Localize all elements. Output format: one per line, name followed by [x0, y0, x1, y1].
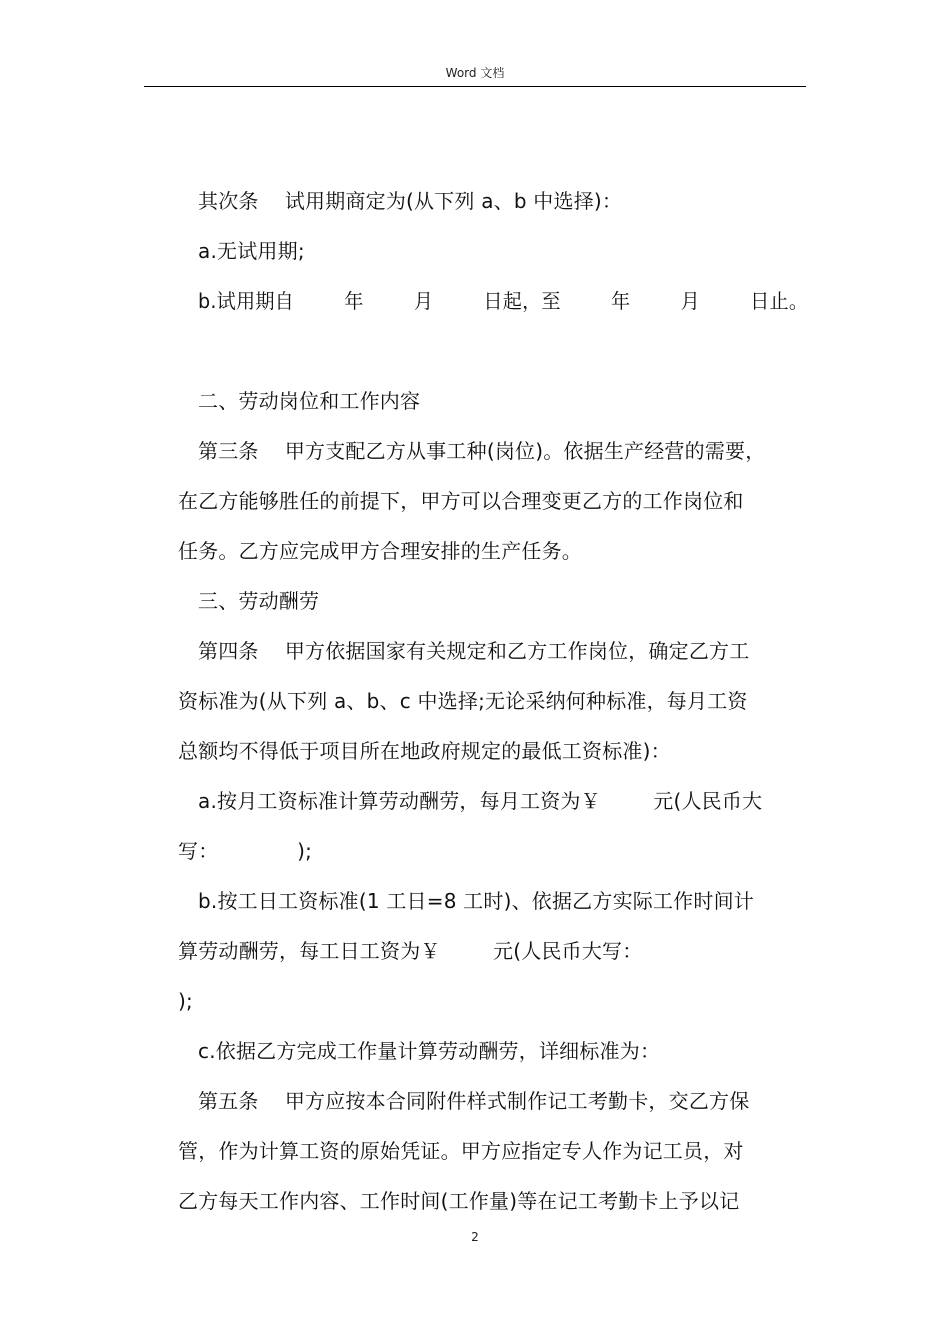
text-line: 总额均不得低于项目所在地政府规定的最低工资标准)： — [178, 739, 671, 763]
text-line: 在乙方能够胜任的前提下，甲方可以合理变更乙方的工作岗位和 — [178, 489, 744, 513]
text-line: c.依据乙方完成工作量计算劳动酬劳，详细标准为： — [198, 1039, 661, 1063]
section-heading: 二、劳动岗位和工作内容 — [198, 389, 421, 413]
text-line: 写： ); — [178, 839, 313, 863]
text-line: 算劳动酬劳，每工日工资为￥ 元(人民币大写： — [178, 939, 643, 963]
text-line: 第三条 甲方支配乙方从事工种(岗位)。依据生产经营的需要， — [198, 439, 766, 463]
page-number: 2 — [471, 1230, 479, 1244]
text-line: 乙方每天工作内容、工作时间(工作量)等在记工考勤卡上予以记 — [178, 1189, 740, 1213]
text-line: 任务。乙方应完成甲方合理安排的生产任务。 — [178, 539, 582, 563]
text-line: ); — [178, 989, 193, 1013]
text-line: 管，作为计算工资的原始凭证。甲方应指定专人作为记工员，对 — [178, 1139, 744, 1163]
text-line: 第四条 甲方依据国家有关规定和乙方工作岗位，确定乙方工 — [198, 639, 750, 663]
text-line: 其次条 试用期商定为(从下列 a、b 中选择)： — [198, 189, 623, 213]
text-line: b.试用期自 年 月 日起，至 年 月 日止。 — [198, 289, 809, 313]
text-line: a.按月工资标准计算劳动酬劳，每月工资为￥ 元(人民币大 — [198, 789, 763, 813]
text-line: a.无试用期; — [198, 239, 305, 263]
section-heading: 三、劳动酬劳 — [198, 589, 320, 613]
text-line: 资标准为(从下列 a、b、c 中选择;无论采纳何种标准，每月工资 — [178, 689, 748, 713]
header-rule — [144, 86, 806, 87]
text-line: b.按工日工资标准(1 工日=8 工时)、依据乙方实际工作时间计 — [198, 889, 754, 913]
text-line: 第五条 甲方应按本合同附件样式制作记工考勤卡，交乙方保 — [198, 1089, 750, 1113]
page-header: Word 文档 — [445, 66, 505, 80]
